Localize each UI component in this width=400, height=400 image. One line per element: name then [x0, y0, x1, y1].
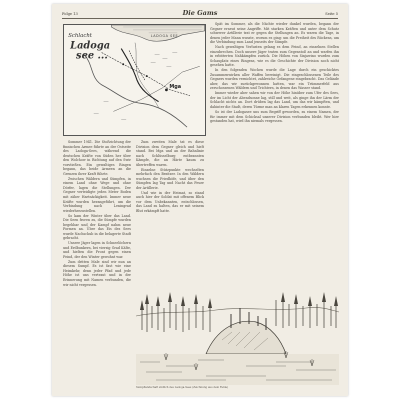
illustration-caption: Sumpflandschaft südlich des Ladoga-Sees (Zeichnung aus dem Felde)	[136, 386, 229, 389]
road-line	[113, 66, 199, 111]
paragraph: Spät im Sommer, als die Nächte wieder dunkel wurden, begann der Gegner erneut seine Angriffe. Mit starken Kräften und unter dem Schutz schwerer Artillerie trat er gegen die Stellungen an. Es waren die Tage, in denen jeder Mann wusste, worum es ging: um die Freiheit des Rückens, um die Verbindung zum Land jenseits der Sümpfe.	[210, 22, 339, 45]
paragraph: In den folgenden Wochen wurde die Lage durch ein geschicktes Zusammenwirken aller Waffen bereinigt. Die eingeschlossenen Teile des Gegners wurden vernichtet, zahlreiche Gefangene eingebracht. Das Gelände aber, das wir zurückgewonnen hatten, war ein Trümmerfeld aus zerschossenen Wäldern und Trichtern, in denen das Wasser stand.	[210, 68, 339, 91]
paragraph: So kam der Winter über das Land. Die Seen froren zu, die Sümpfe wurden begehbar und der Kampf nahm neue Formen an. Über das Eis des Sees wurde Nachschub in die belagerte Stadt gebracht.	[63, 213, 131, 241]
text-column-middle	[136, 140, 204, 268]
town-dot	[146, 75, 148, 77]
map-title-line2: Ladoga	[70, 40, 111, 52]
map-title-line1: Schlacht	[68, 32, 92, 39]
page-header	[62, 9, 338, 18]
landscape-illustration	[136, 270, 339, 385]
paragraph: Sommer 1941. Die Stoßrichtung der finnischen Armee führte an der Ostseite des Ladoga-Sees, während die deutschen Kräfte von Süden her über den Wolchow in Richtung auf den Swir vorstießen. Ein gewaltiges Ringen begann, das beide Armeen an die Grenzen ihrer Kraft führte.	[63, 140, 131, 176]
magazine-page	[52, 4, 348, 396]
river-neva	[84, 54, 187, 127]
magazine-title: Die Gams	[182, 9, 218, 17]
paragraph: Zum zweiten Male tat es diese Division dem Gegner gleich und hielt stand. Bei Mga und an der Bahnlinie nach Schlüsselburg entbrannten Kämpfe, die an Härte kaum zu übertreffen waren.	[136, 140, 204, 167]
paragraph: So ist der Ladogasee uns zum Begriff geworden, zu einem Namen, der für immer mit dem Schicksal unserer Division verbunden bleibt. Wer hier gestanden hat, wird ihn niemals vergessen.	[210, 109, 339, 124]
paragraph: Nach gewaltigen Verlusten gelang es dem Feind, an einzelnen Stellen einzubrechen. Doch unsere Jäger traten zum Gegenstoß an und warfen ihn in erbitterten Nahkämpfen zurück. Die Höhen von Sinjawino wurden zum Schauplatz eines Ringens, wie es die Geschichte der Division noch nicht gesehen hatte.	[210, 45, 339, 68]
paragraph: Einzelne Stützpunkte wechselten mehrfach den Besitzer. In den Wäldern wuchsen die Friedhöfe, und über den Sümpfen lag Tag und Nacht das Feuer der Artillerie.	[136, 167, 204, 190]
paragraph: Und wie in der Heimat, so stand auch hier der Soldat mit offenem Blick vor dem Unbekannten, entschlossen, das Land zu halten, das er mit seinem Blut erkämpft hatte.	[136, 190, 204, 213]
paragraph: Zum dritten Male sind wir nun an diesem Sumpf. Es ist fast wie eine Heimkehr, denn jeder Pfad und jede Höhe ist uns vertraut und in der Erinnerung mit Namen verbunden, die wir nicht vergessen.	[63, 259, 131, 287]
map-label-lake: LADOGA SEE	[150, 33, 179, 38]
map-title-line3: see ...	[76, 50, 108, 62]
page-number: Seite 5	[325, 12, 338, 16]
text-column-left	[63, 140, 131, 392]
text-column-right	[210, 22, 339, 254]
header-rule	[62, 18, 338, 19]
issue-number: Folge 13	[62, 12, 78, 16]
paragraph: Unsere Jäger lagen in Schneelöchern und Erdbunkern, bei vierzig Grad Kälte, und hielten die Front gegen einen Feind, der den Winter gewohnt war.	[63, 241, 131, 259]
front-line-secondary	[129, 51, 145, 80]
map-label-mga: Mga	[169, 83, 182, 90]
paragraph: Immer wieder aber sahen wir von der Höhe hinüber zum Ufer des Sees, der im Licht der Abendsonne lag, still und weit, als ginge ihn der Lärm der Schlacht nichts an. Dort drüben lag das Land, um das wir kämpften, und dahinter die Stadt, deren Türme man an klaren Tagen erkennen konnte.	[210, 91, 339, 110]
paragraph: Zwischen Wäldern und Sümpfen, in einem Land ohne Wege und ohne Dörfer, lagen die Stellungen. Der Gegner verteidigte jeden Meter Boden mit zäher Hartnäckigkeit. Immer neue Kräfte wurden herangeführt, um die Verbindung nach Leningrad wiederherzustellen.	[63, 176, 131, 213]
town-mga	[165, 88, 168, 91]
front-line	[121, 49, 158, 102]
map-figure	[63, 24, 206, 136]
town-dot	[122, 63, 124, 65]
